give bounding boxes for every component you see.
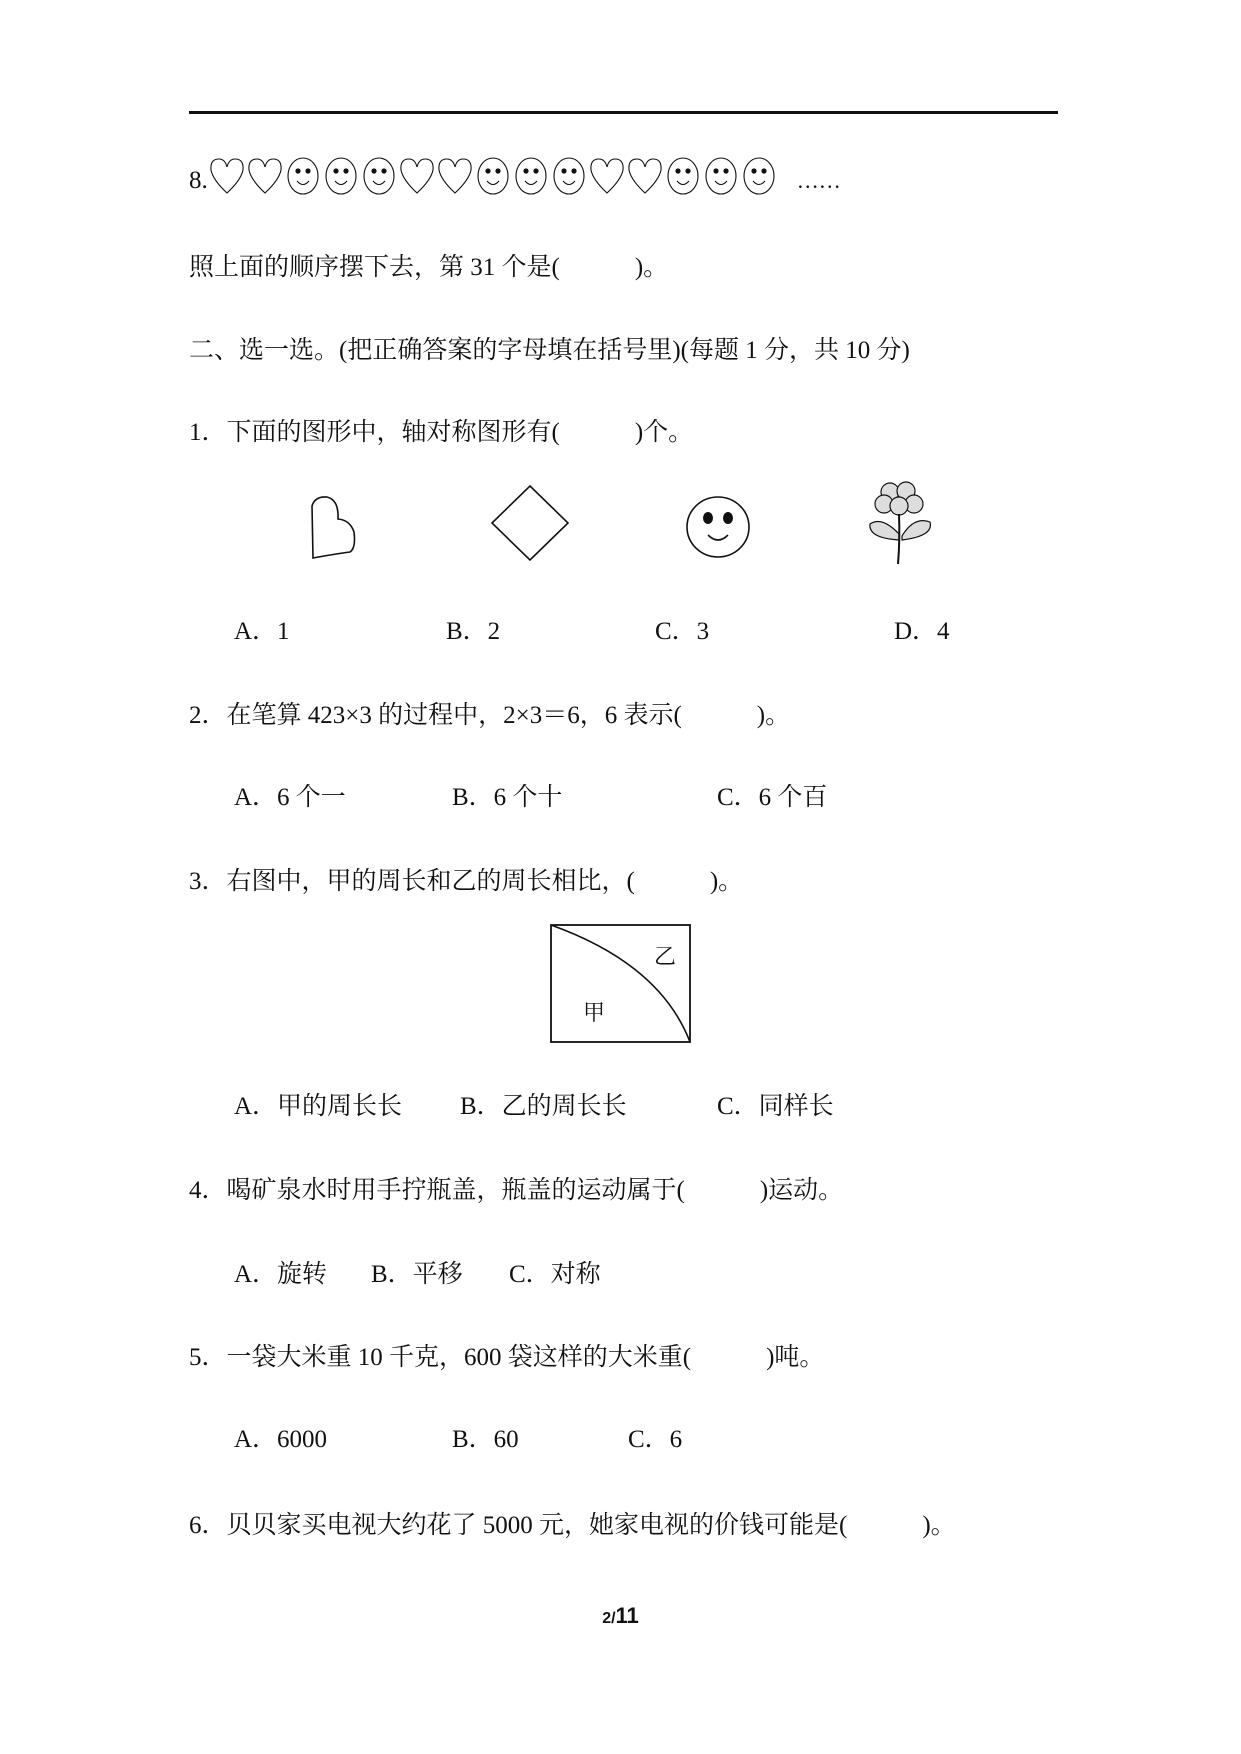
heart-icon — [247, 156, 283, 196]
smiley-icon — [285, 156, 321, 196]
option-4b: B．平移 — [371, 1261, 463, 1288]
smiley-icon — [703, 156, 739, 196]
label-jia: 甲 — [583, 1000, 606, 1025]
smiley-icon — [361, 156, 397, 196]
perimeter-figure — [550, 924, 692, 1049]
question-2: 2．在笔算 423×3 的过程中，2×3＝6，6 表示( )。 — [189, 702, 791, 729]
question-4: 4．喝矿泉水时用手拧瓶盖，瓶盖的运动属于( )运动。 — [189, 1177, 844, 1204]
flower-icon — [862, 480, 942, 565]
rhombus-icon — [485, 478, 575, 568]
page-number — [0, 1603, 1241, 1629]
page-current: 2/ — [602, 1610, 616, 1627]
option-3a: A．甲的周长长 — [234, 1093, 403, 1120]
smiley-icon — [551, 156, 587, 196]
smiley-face-icon — [683, 492, 753, 562]
smiley-icon — [513, 156, 549, 196]
option-1d: D．4 — [894, 618, 950, 645]
option-4c: C．对称 — [509, 1261, 601, 1288]
question-3: 3．右图中，甲的周长和乙的周长相比，( )。 — [189, 868, 744, 895]
heart-icon — [437, 156, 473, 196]
smiley-icon — [475, 156, 511, 196]
option-5b: B．60 — [452, 1426, 519, 1453]
smiley-icon — [665, 156, 701, 196]
heart-icon — [209, 156, 245, 196]
heart-icon — [399, 156, 435, 196]
smiley-icon — [323, 156, 359, 196]
smiley-icon — [741, 156, 777, 196]
option-5c: C．6 — [628, 1426, 683, 1453]
option-2b: B．6 个十 — [452, 784, 563, 811]
option-1b: B．2 — [446, 618, 501, 645]
page-total: 11 — [615, 1603, 639, 1628]
option-3b: B．乙的周长长 — [460, 1093, 627, 1120]
pattern-sequence — [189, 152, 841, 196]
header-rule — [189, 111, 1058, 114]
option-3c: C．同样长 — [717, 1093, 834, 1120]
ellipsis: …… — [796, 168, 841, 193]
heart-shape-icon — [305, 492, 375, 562]
question-8-text: 照上面的顺序摆下去，第 31 个是( )。 — [189, 254, 669, 281]
option-1c: C．3 — [655, 618, 710, 645]
option-5a: A．6000 — [234, 1426, 328, 1453]
heart-icon — [589, 156, 625, 196]
heart-icon — [627, 156, 663, 196]
question-number: 8. — [189, 167, 208, 194]
question-5: 5．一袋大米重 10 千克，600 袋这样的大米重( )吨。 — [189, 1344, 825, 1371]
question-1: 1．下面的图形中，轴对称图形有( )个。 — [189, 419, 694, 446]
question-6: 6．贝贝家买电视大约花了 5000 元，她家电视的价钱可能是( )。 — [189, 1512, 956, 1539]
section-title: 二、选一选。(把正确答案的字母填在括号里)(每题 1 分，共 10 分) — [189, 337, 910, 364]
option-2c: C．6 个百 — [717, 784, 828, 811]
option-4a: A．旋转 — [234, 1261, 328, 1288]
option-1a: A．1 — [234, 618, 290, 645]
label-yi: 乙 — [654, 944, 677, 969]
option-2a: A．6 个一 — [234, 784, 346, 811]
